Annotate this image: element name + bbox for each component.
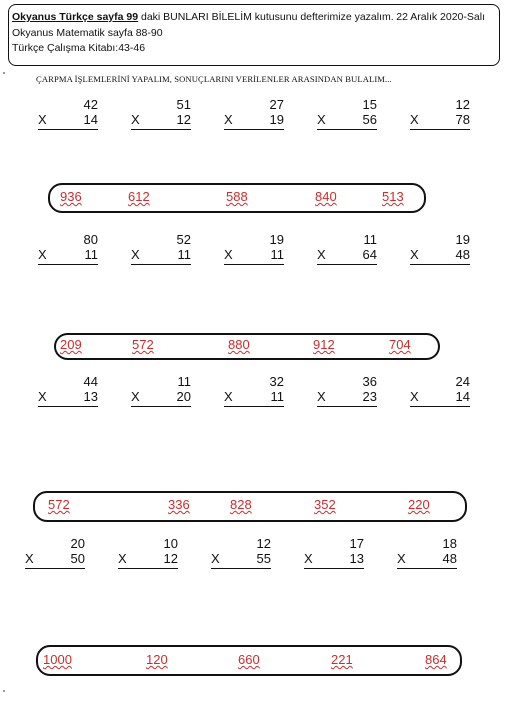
multiplication-problem [317, 374, 377, 414]
multiplier: 48 [442, 551, 457, 566]
multiplication-problem [397, 536, 457, 576]
times-sign: X [211, 551, 220, 566]
result-line [410, 129, 470, 130]
answer-choice: 120 [146, 652, 168, 667]
multiplication-problem [38, 374, 98, 414]
multiplication-problem [224, 232, 284, 272]
multiplicand: 12 [455, 97, 470, 112]
multiplication-problem [131, 232, 191, 272]
multiplication-problem [410, 97, 470, 137]
result-line [131, 406, 191, 407]
result-line [317, 129, 377, 130]
multiplier: 13 [349, 551, 364, 566]
times-sign: X [224, 247, 233, 262]
multiplicand: 10 [163, 536, 178, 551]
multiplier: 11 [84, 247, 98, 262]
multiplier: 14 [455, 389, 470, 404]
times-sign: X [410, 389, 419, 404]
multiplicand: 51 [176, 97, 191, 112]
multiplicand: 20 [70, 536, 85, 551]
instruction-text: ÇARPMA İŞLEMLERİNİ YAPALIM, SONUÇLARINI VERİLENLER ARASINDAN BULALIM... [36, 74, 392, 84]
multiplication-problem [131, 97, 191, 137]
header-line-1 [12, 11, 394, 24]
multiplication-problem [25, 536, 85, 576]
multiplication-problem [211, 536, 271, 576]
times-sign: X [397, 551, 406, 566]
multiplier: 14 [83, 112, 98, 127]
result-line [224, 129, 284, 130]
answer-choice: 660 [238, 652, 260, 667]
multiplicand: 11 [177, 374, 191, 389]
result-line [211, 568, 271, 569]
multiplication-problem [317, 97, 377, 137]
header-box [8, 4, 500, 66]
times-sign: X [224, 389, 233, 404]
header-date: 22 Aralık 2020-Salı [396, 11, 485, 23]
multiplier: 11 [177, 247, 191, 262]
answer-choice: 936 [60, 189, 82, 204]
result-line [131, 129, 191, 130]
times-sign: X [317, 247, 326, 262]
multiplier: 20 [176, 389, 191, 404]
multiplicand: 42 [83, 97, 98, 112]
multiplicand: 12 [256, 536, 271, 551]
times-sign: X [38, 112, 47, 127]
multiplication-problem [38, 232, 98, 272]
answer-choice: 572 [48, 497, 70, 512]
answer-choice: 840 [315, 189, 337, 204]
times-sign: X [38, 247, 47, 262]
multiplicand: 19 [269, 232, 284, 247]
multiplicand: 19 [455, 232, 470, 247]
answer-choice: 1000 [43, 652, 72, 667]
multiplicand: 32 [269, 374, 284, 389]
multiplier: 56 [362, 112, 377, 127]
answer-choice: 912 [313, 337, 335, 352]
answer-choice: 864 [425, 652, 447, 667]
multiplicand: 15 [362, 97, 377, 112]
multiplier: 23 [362, 389, 377, 404]
multiplier: 55 [256, 551, 271, 566]
multiplier: 12 [163, 551, 178, 566]
multiplier: 12 [176, 112, 191, 127]
header-line-3: Türkçe Çalışma Kitabı:43-46 [12, 42, 146, 54]
answer-choice: 336 [168, 497, 190, 512]
multiplier: 13 [83, 389, 98, 404]
multiplier: 19 [269, 112, 284, 127]
answer-choice: 209 [60, 337, 82, 352]
multiplier: 48 [455, 247, 470, 262]
result-line [410, 264, 470, 265]
header-book-title: Okyanus Türkçe sayfa 99 [12, 11, 139, 23]
multiplication-problem [38, 97, 98, 137]
answer-choice: 704 [389, 337, 411, 352]
multiplication-problem [410, 232, 470, 272]
multiplier: 11 [270, 389, 284, 404]
answer-choice: 221 [331, 652, 353, 667]
result-line [38, 264, 98, 265]
result-line [397, 568, 457, 569]
multiplicand: 18 [442, 536, 457, 551]
answer-choice: 352 [314, 497, 336, 512]
answer-choice: 572 [132, 337, 154, 352]
multiplicand: 27 [269, 97, 284, 112]
times-sign: X [224, 112, 233, 127]
multiplier: 11 [270, 247, 284, 262]
multiplication-problem [131, 374, 191, 414]
header-line-1-rest: daki BUNLARI BİLELİM kutusunu defterimize yazalım. [138, 11, 394, 23]
multiplicand: 80 [83, 232, 98, 247]
multiplier: 64 [362, 247, 377, 262]
result-line [304, 568, 364, 569]
times-sign: X [317, 389, 326, 404]
times-sign: X [38, 389, 47, 404]
answer-choice: 220 [408, 497, 430, 512]
multiplicand: 36 [362, 374, 377, 389]
times-sign: X [131, 389, 140, 404]
answer-choice: 588 [226, 189, 248, 204]
result-line [38, 406, 98, 407]
multiplicand: 24 [455, 374, 470, 389]
multiplication-problem [317, 232, 377, 272]
answer-choice: 880 [228, 337, 250, 352]
result-line [38, 129, 98, 130]
multiplication-problem [304, 536, 364, 576]
times-sign: X [304, 551, 313, 566]
result-line [224, 264, 284, 265]
result-line [131, 264, 191, 265]
result-line [317, 264, 377, 265]
answer-choice: 513 [382, 189, 404, 204]
multiplication-problem [224, 97, 284, 137]
times-sign: X [25, 551, 34, 566]
multiplication-problem [224, 374, 284, 414]
answer-choice: 612 [128, 189, 150, 204]
multiplicand: 52 [176, 232, 191, 247]
result-line [317, 406, 377, 407]
result-line [118, 568, 178, 569]
times-sign: X [410, 247, 419, 262]
header-line-2: Okyanus Matematik sayfa 88-90 [12, 27, 163, 39]
times-sign: X [317, 112, 326, 127]
times-sign: X [131, 247, 140, 262]
multiplicand: 11 [363, 232, 377, 247]
result-line [25, 568, 85, 569]
times-sign: X [131, 112, 140, 127]
result-line [410, 406, 470, 407]
multiplication-problem [118, 536, 178, 576]
result-line [224, 406, 284, 407]
multiplicand: 17 [349, 536, 364, 551]
times-sign: X [118, 551, 127, 566]
multiplier: 78 [455, 112, 470, 127]
multiplier: 50 [70, 551, 85, 566]
multiplication-problem [410, 374, 470, 414]
margin-mark [3, 72, 5, 74]
times-sign: X [410, 112, 419, 127]
margin-mark [3, 690, 5, 692]
multiplicand: 44 [83, 374, 98, 389]
answer-choice: 828 [230, 497, 252, 512]
